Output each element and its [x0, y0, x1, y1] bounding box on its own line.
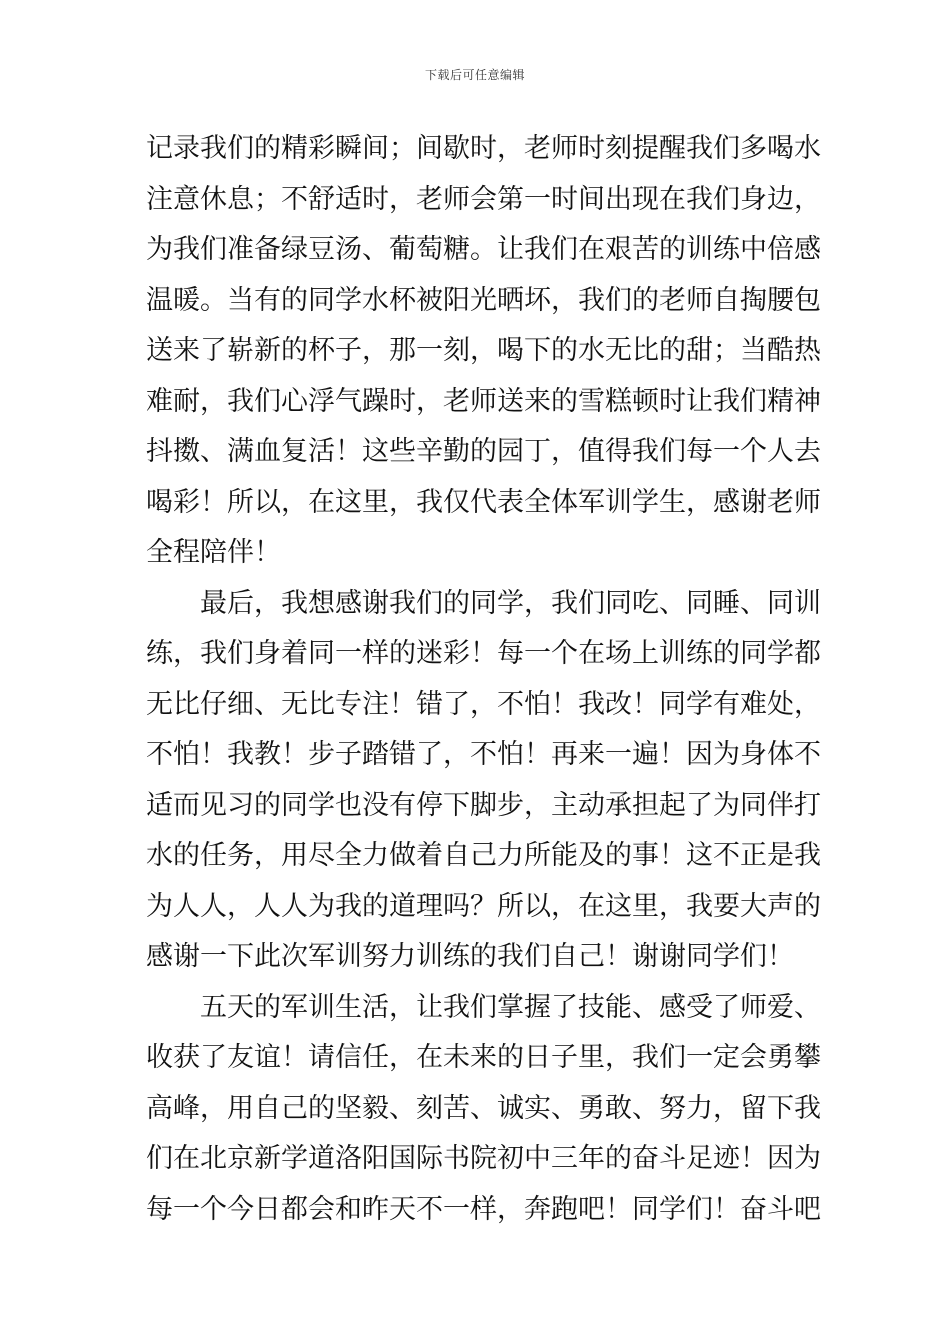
text-line: 难耐，我们心浮气躁时，老师送来的雪糕顿时让我们精神	[146, 385, 821, 417]
text-line: 每一个今日都会和昨天不一样，奔跑吧！同学们！奋斗吧	[146, 1193, 821, 1225]
text-line: 为人人，人人为我的道理吗？所以，在这里，我要大声的	[146, 890, 821, 922]
text-line: 送来了崭新的杯子，那一刻，喝下的水无比的甜；当酷热	[146, 335, 821, 366]
text-line: 练，我们身着同一样的迷彩！每一个在场上训练的同学都	[146, 638, 821, 669]
text-line: 们在北京新学道洛阳国际书院初中三年的奋斗足迹！因为	[146, 1143, 821, 1174]
text-line: 全程陪伴！	[146, 537, 281, 568]
text-line: 无比仔细、无比专注！错了，不怕！我改！同学有难处，	[146, 688, 821, 720]
text-line: 收获了友谊！请信任，在未来的日子里，我们一定会勇攀	[146, 1042, 821, 1073]
text-line: 抖擞、满血复活！这些辛勤的园丁，值得我们每一个人去	[146, 436, 821, 467]
page-header: 下载后可任意编辑	[424, 68, 525, 82]
text-line: 感谢一下此次军训努力训练的我们自己！谢谢同学们！	[146, 941, 794, 972]
text-line: 最后，我想感谢我们的同学，我们同吃、同睡、同训	[200, 587, 821, 619]
text-line: 注意休息；不舒适时，老师会第一时间出现在我们身边，	[146, 183, 821, 215]
text-line: 喝彩！所以，在这里，我仅代表全体军训学生，感谢老师	[146, 486, 821, 518]
paragraph	[146, 983, 821, 1236]
text-line: 温暖。当有的同学水杯被阳光晒坏，我们的老师自掏腰包	[146, 284, 821, 316]
text-line: 记录我们的精彩瞬间；间歇时，老师时刻提醒我们多喝水	[146, 133, 821, 164]
text-line: 五天的军训生活，让我们掌握了技能、感受了师爱、	[200, 991, 821, 1023]
text-line: 为我们准备绿豆汤、葡萄糖。让我们在艰苦的训练中倍感	[146, 234, 821, 265]
text-line: 高峰，用自己的坚毅、刻苦、诚实、勇敢、努力，留下我	[146, 1092, 821, 1124]
document-body	[146, 124, 821, 1235]
text-line: 水的任务，用尽全力做着自己力所能及的事！这不正是我	[146, 840, 821, 871]
paragraph	[146, 579, 821, 983]
text-line: 适而见习的同学也没有停下脚步，主动承担起了为同伴打	[146, 789, 821, 821]
paragraph	[146, 124, 821, 579]
text-line: 不怕！我教！步子踏错了，不怕！再来一遍！因为身体不	[146, 739, 821, 770]
